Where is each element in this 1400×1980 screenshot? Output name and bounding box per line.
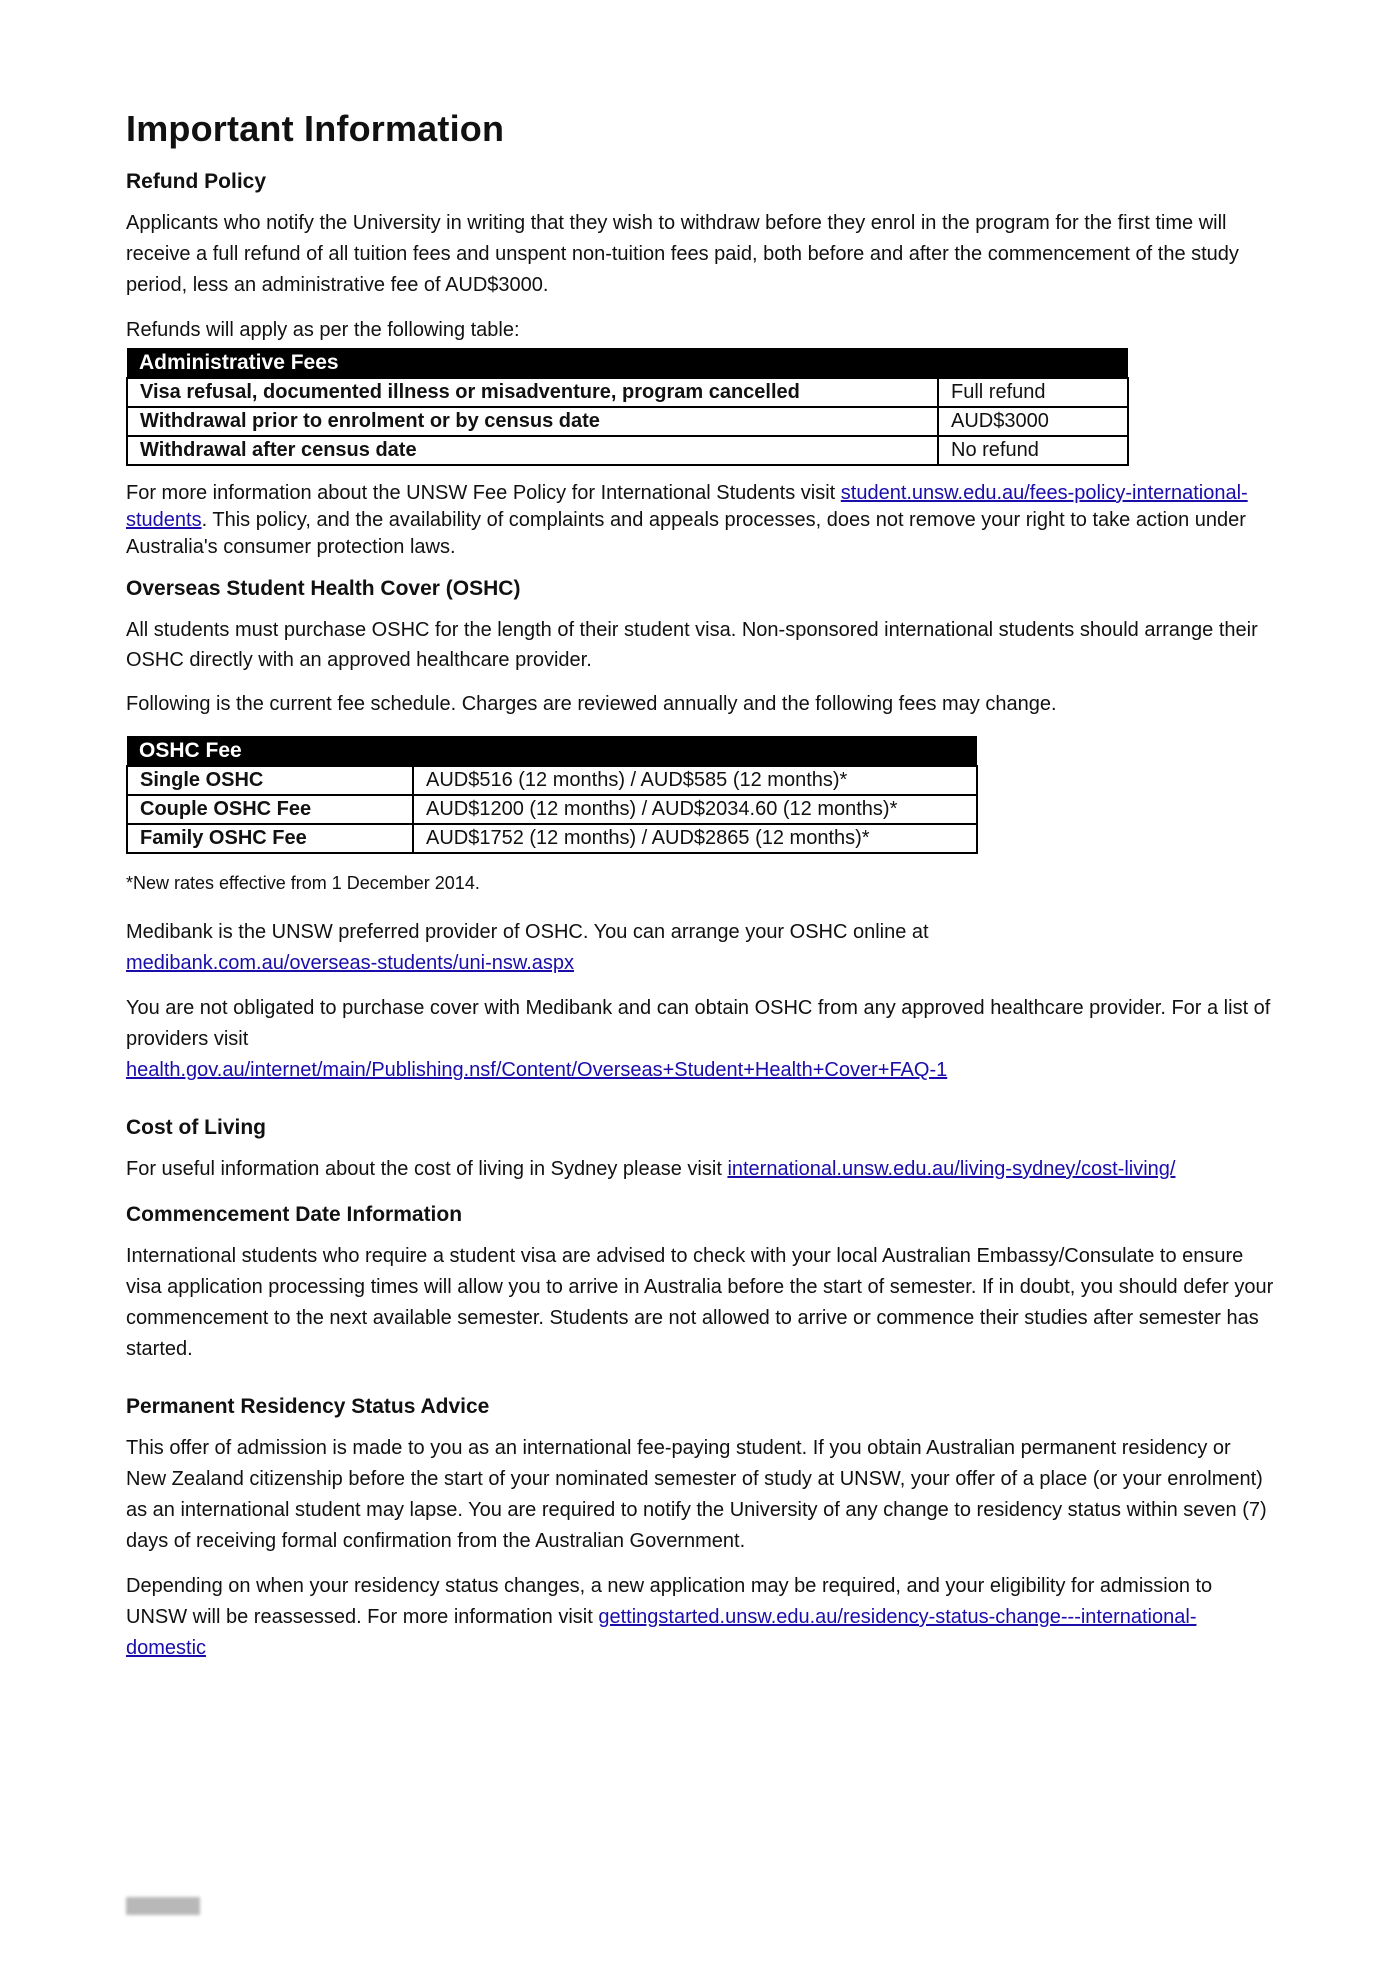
table-row: [127, 766, 977, 795]
oshc-fee-table: [126, 736, 978, 854]
oshc-fee-intro: Following is the current fee schedule. Charges are reviewed annually and the following fees may change.: [126, 693, 1057, 715]
refund-policy-heading: Refund Policy: [126, 170, 267, 193]
oshc-row-label: Family OSHC Fee: [127, 824, 413, 853]
residency-change-text: Depending on when your residency status changes, a new application may be required, and your eligibility for admission to UNSW will be reassessed. For more information visit: [126, 1575, 1213, 1628]
residency-section: [126, 1395, 1276, 1664]
commencement-section: [126, 1203, 1276, 1365]
table-row: [127, 795, 977, 824]
oshc-row-label: Single OSHC: [127, 766, 413, 795]
health-gov-link[interactable]: health.gov.au/internet/main/Publishing.nsf/Content/Overseas+Student+Health+Cover+FAQ-1: [126, 1059, 948, 1081]
footer-page-mark: [126, 1897, 200, 1915]
oshc-section: [126, 577, 1276, 1086]
administrative-fees-header: Administrative Fees: [127, 348, 1128, 378]
fee-row-value: AUD$3000: [938, 407, 1128, 436]
cost-of-living-heading: Cost of Living: [126, 1116, 266, 1139]
fee-policy-text: For more information about the UNSW Fee Policy for International Students visit: [126, 482, 841, 504]
fee-row-value: Full refund: [938, 378, 1128, 407]
oshc-paragraph: All students must purchase OSHC for the length of their student visa. Non-sponsored international students should arrange their OSHC directly with an approved healthcare provider.: [126, 619, 1258, 671]
residency-change-paragraph: [126, 1571, 1276, 1664]
commencement-heading: Commencement Date Information: [126, 1203, 463, 1226]
table-row: [127, 824, 977, 853]
fee-row-label: Withdrawal prior to enrolment or by census date: [127, 407, 938, 436]
table-row: [127, 378, 1128, 407]
residency-status-link[interactable]: gettingstarted.unsw.edu.au/residency-status-change---international-domestic: [126, 1606, 1197, 1659]
administrative-fees-table: [126, 348, 1129, 466]
table-row: [127, 407, 1128, 436]
cost-of-living-paragraph: [126, 1154, 1276, 1185]
residency-paragraph: This offer of admission is made to you as an international fee-paying student. If you obtain Australian permanent residency or New Zealand citizenship before the start of your nominated semester of study at UNSW, your offer of a place (or your enrolment) as an international student may lapse. You are required to notify the University of any change to residency status within seven (7) days of receiving formal confirmation from the Australian Government.: [126, 1437, 1267, 1552]
document-page: [126, 108, 1276, 1678]
fee-policy-link[interactable]: student.unsw.edu.au/fees-policy-international-students: [126, 482, 1248, 531]
oshc-fee-header: OSHC Fee: [127, 736, 977, 766]
cost-of-living-section: [126, 1116, 1276, 1185]
fee-row-value: No refund: [938, 436, 1128, 465]
refund-policy-section: [126, 170, 1276, 561]
oshc-row-label: Couple OSHC Fee: [127, 795, 413, 824]
fee-policy-text-suffix: . This policy, and the availability of complaints and appeals processes, does not remove your right to take action under Australia's consumer protection laws.: [126, 509, 1246, 558]
refund-policy-paragraph: Applicants who notify the University in writing that they wish to withdraw before they enrol in the program for the first time will receive a full refund of all tuition fees and unspent non-tuition fees paid, both before and after the commencement of the study period, less an administrative fee of AUD$3000.: [126, 212, 1239, 296]
oshc-heading: Overseas Student Health Cover (OSHC): [126, 577, 521, 600]
commencement-paragraph: International students who require a student visa are advised to check with your local Australian Embassy/Consulate to ensure visa application processing times will allow you to arrive in Australia before the start of semester. If in doubt, you should defer your commencement to the next available semester. Students are not allowed to arrive or commence their studies after semester has started.: [126, 1245, 1274, 1360]
provider-paragraph: [126, 993, 1276, 1086]
oshc-rates-note: *New rates effective from 1 December 2014.: [126, 873, 480, 893]
cost-of-living-link[interactable]: international.unsw.edu.au/living-sydney/cost-living/: [727, 1158, 1176, 1180]
oshc-row-value: AUD$1200 (12 months) / AUD$2034.60 (12 months)*: [413, 795, 977, 824]
medibank-paragraph: [126, 917, 1276, 979]
page-title: Important Information: [126, 108, 505, 149]
oshc-row-value: AUD$1752 (12 months) / AUD$2865 (12 months)*: [413, 824, 977, 853]
table-row: [127, 436, 1128, 465]
medibank-link[interactable]: medibank.com.au/overseas-students/uni-nsw.aspx: [126, 952, 575, 974]
fee-policy-paragraph: [126, 480, 1276, 561]
fee-row-label: Withdrawal after census date: [127, 436, 938, 465]
cost-of-living-text: For useful information about the cost of living in Sydney please visit: [126, 1158, 728, 1180]
oshc-row-value: AUD$516 (12 months) / AUD$585 (12 months)*: [413, 766, 977, 795]
provider-text: You are not obligated to purchase cover with Medibank and can obtain OSHC from any approved healthcare provider. For a list of providers visit: [126, 997, 1271, 1050]
fee-row-label: Visa refusal, documented illness or misadventure, program cancelled: [127, 378, 938, 407]
residency-heading: Permanent Residency Status Advice: [126, 1395, 490, 1418]
medibank-text: Medibank is the UNSW preferred provider of OSHC. You can arrange your OSHC online at: [126, 921, 929, 943]
refund-table-intro: Refunds will apply as per the following table:: [126, 319, 520, 341]
